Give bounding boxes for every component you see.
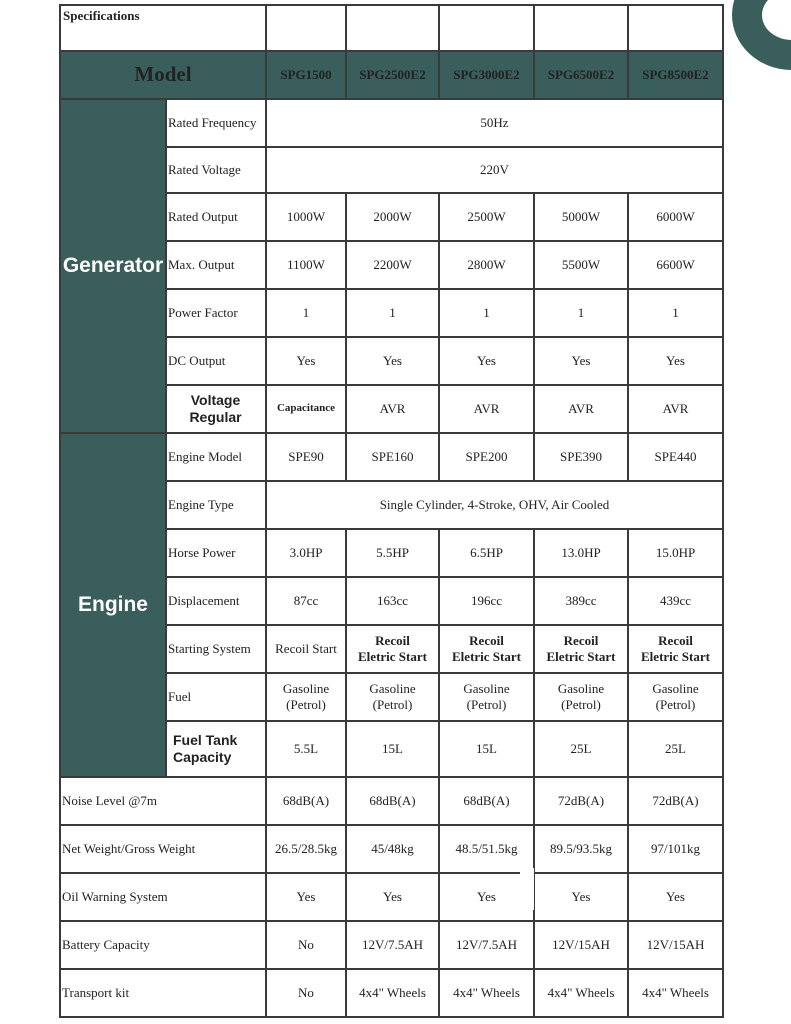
spec-row-battery [60,921,723,969]
param-label-line: Fuel Tank [173,732,238,749]
spec-value: 5500W [534,241,628,289]
spec-value-line: Gasoline [282,681,330,697]
spec-value: 48.5/51.5kg [439,825,534,873]
spec-value [266,673,346,721]
spec-value-line: Recoil [469,633,504,649]
spec-value-line: Eletric Start [452,649,521,664]
param-label-line: Regular [189,409,242,425]
spec-value: 13.0HP [534,529,628,577]
spec-value [346,625,439,673]
spec-row-oil-warning [60,873,723,921]
spec-value: 163cc [346,577,439,625]
spec-value: SPE160 [346,433,439,481]
spec-value-line: (Petrol) [372,697,413,712]
spec-value: AVR [628,385,723,433]
param-label: Displacement [166,577,266,625]
model-name: SPG2500E2 [346,51,439,99]
model-header-row [60,51,723,99]
spec-value: Yes [534,873,628,921]
spec-value: 45/48kg [346,825,439,873]
spec-value: 4x4" Wheels [534,969,628,1017]
param-label: Power Factor [166,289,266,337]
spec-value: SPE200 [439,433,534,481]
spec-row-engine-model [60,433,723,481]
spec-value: 50Hz [266,99,723,147]
spec-title: Specifications [60,5,266,51]
spec-value: 12V/15AH [534,921,628,969]
spec-value: 4x4" Wheels [439,969,534,1017]
spec-value: 12V/15AH [628,921,723,969]
spec-value: Capacitance [266,385,346,433]
spec-value-line: Recoil [658,633,693,649]
spec-value: 2500W [439,193,534,241]
spec-value: 1 [534,289,628,337]
param-label: Max. Output [166,241,266,289]
spec-value: 68dB(A) [346,777,439,825]
param-label [166,385,266,433]
spec-value: 6000W [628,193,723,241]
param-label: Engine Type [166,481,266,529]
spec-table [59,4,724,1018]
spec-value: 3.0HP [266,529,346,577]
spec-value-line: (Petrol) [655,697,696,712]
spec-value: 25L [628,721,723,777]
param-label: Fuel [166,673,266,721]
spec-value: Single Cylinder, 4-Stroke, OHV, Air Cooled [266,481,723,529]
spec-value-line: Gasoline [557,681,605,697]
spec-value: 1 [266,289,346,337]
spec-value: 72dB(A) [534,777,628,825]
spec-value-line: Gasoline [652,681,699,697]
spec-value-line: Gasoline [369,681,416,697]
empty-cell [346,5,439,51]
spec-value: 68dB(A) [266,777,346,825]
param-label [166,721,266,777]
spec-row-weight [60,825,723,873]
spec-value: 4x4" Wheels [346,969,439,1017]
decorative-ring [732,0,791,70]
empty-cell [439,5,534,51]
spec-value: 15L [439,721,534,777]
spec-value: Yes [346,873,439,921]
model-name: SPG8500E2 [628,51,723,99]
param-label: Engine Model [166,433,266,481]
param-label-line: Voltage [190,392,241,409]
spec-value-line: (Petrol) [561,697,601,712]
spec-value: 15L [346,721,439,777]
spec-value-line: (Petrol) [286,697,326,712]
spec-value: 4x4" Wheels [628,969,723,1017]
param-label: Transport kit [60,969,266,1017]
param-label: Rated Frequency [166,99,266,147]
spec-value: 1 [439,289,534,337]
spec-value-line: Recoil [563,633,599,649]
spec-value: 97/101kg [628,825,723,873]
spec-value: 1 [346,289,439,337]
model-name: SPG3000E2 [439,51,534,99]
spec-value: AVR [346,385,439,433]
empty-cell [266,5,346,51]
model-label: Model [60,51,266,99]
spec-value: 15.0HP [628,529,723,577]
spec-value: Yes [534,337,628,385]
spec-value: Yes [439,873,534,921]
spec-value: 2800W [439,241,534,289]
spec-value: Yes [628,337,723,385]
spec-value [534,625,628,673]
param-label: Battery Capacity [60,921,266,969]
spec-value: 439cc [628,577,723,625]
spec-value-line: Eletric Start [641,649,710,664]
group-label-generator: Generator [60,99,166,433]
param-label: Net Weight/Gross Weight [60,825,266,873]
spec-value: Yes [439,337,534,385]
param-label: Horse Power [166,529,266,577]
param-label: Rated Voltage [166,147,266,193]
spec-value: 196cc [439,577,534,625]
spec-value-line: Recoil [375,633,410,649]
spec-value-line: Gasoline [463,681,510,697]
spec-value: 220V [266,147,723,193]
spec-value: 26.5/28.5kg [266,825,346,873]
spec-row-noise [60,777,723,825]
spec-value [346,673,439,721]
spec-value: 2200W [346,241,439,289]
spec-value: 1100W [266,241,346,289]
spec-value-line: Eletric Start [358,649,427,664]
spec-value: 5.5L [266,721,346,777]
title-row [60,5,723,51]
spec-value: AVR [439,385,534,433]
spec-sheet [59,4,722,1017]
spec-value: Recoil Start [266,625,346,673]
spec-value: Yes [628,873,723,921]
border-gap [520,868,534,910]
spec-value: 12V/7.5AH [439,921,534,969]
group-label-engine: Engine [60,433,166,777]
spec-value: 1 [628,289,723,337]
spec-value: No [266,969,346,1017]
spec-value: 5.5HP [346,529,439,577]
spec-value: SPE440 [628,433,723,481]
spec-value: 6600W [628,241,723,289]
spec-value: 1000W [266,193,346,241]
spec-value: Yes [266,337,346,385]
spec-value [534,673,628,721]
spec-value: 389cc [534,577,628,625]
spec-value-line: Eletric Start [546,649,616,664]
spec-value: 12V/7.5AH [346,921,439,969]
empty-cell [534,5,628,51]
param-label-line: Capacity [173,749,232,765]
spec-value [439,673,534,721]
spec-value: SPE390 [534,433,628,481]
spec-value: 25L [534,721,628,777]
spec-value: Yes [266,873,346,921]
param-label: Noise Level @7m [60,777,266,825]
param-label: DC Output [166,337,266,385]
spec-row-rated-frequency [60,99,723,147]
spec-value [439,625,534,673]
spec-value: AVR [534,385,628,433]
spec-value [628,625,723,673]
spec-value: 89.5/93.5kg [534,825,628,873]
spec-value-line: (Petrol) [466,697,507,712]
param-label: Rated Output [166,193,266,241]
spec-value: SPE90 [266,433,346,481]
model-name: SPG1500 [266,51,346,99]
spec-value: 68dB(A) [439,777,534,825]
spec-value: 72dB(A) [628,777,723,825]
spec-value [628,673,723,721]
empty-cell [628,5,723,51]
spec-value: Yes [346,337,439,385]
spec-value: 5000W [534,193,628,241]
spec-value: 2000W [346,193,439,241]
param-label: Starting System [166,625,266,673]
spec-value: 87cc [266,577,346,625]
model-name: SPG6500E2 [534,51,628,99]
param-label: Oil Warning System [60,873,266,921]
spec-row-transport [60,969,723,1017]
spec-value: 6.5HP [439,529,534,577]
spec-value: No [266,921,346,969]
